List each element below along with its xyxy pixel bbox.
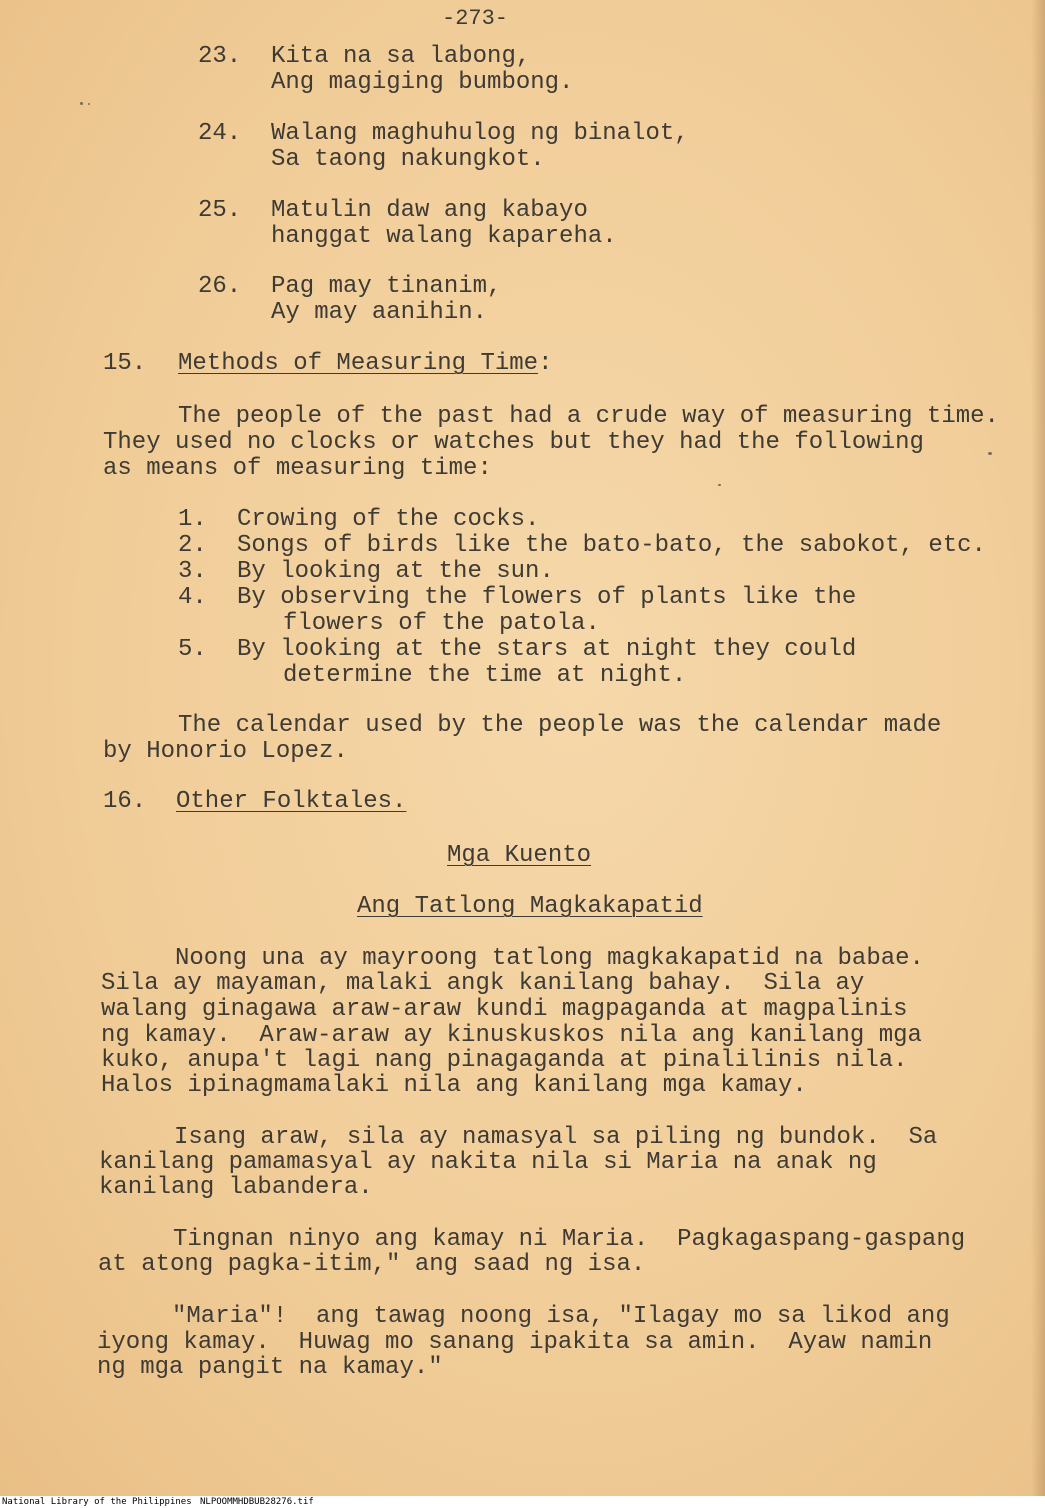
list-item-text: By looking at the stars at night they could — [237, 636, 857, 663]
list-item-number: 4. — [178, 584, 207, 611]
section-title-colon: : — [538, 350, 553, 377]
paragraph-line: Isang araw, sila ay namasyal sa piling ng bundok. Sa — [174, 1124, 938, 1151]
paragraph-line: ng mga pangit na kamay." — [97, 1354, 443, 1381]
proverb-line: Pag may tinanim, — [271, 273, 502, 300]
list-item-text: Songs of birds like the bato-bato, the sabokot, etc. — [237, 532, 986, 559]
proverb-line: Walang maghuhulog ng binalot, — [271, 120, 689, 147]
list-item-number: 1. — [178, 506, 207, 533]
paragraph-line: iyong kamay. Huwag mo sanang ipakita sa amin. Ayaw namin — [97, 1329, 933, 1356]
proverb-line: Matulin daw ang kabayo — [271, 197, 588, 224]
footer-library: National Library of the Philippines — [2, 1497, 192, 1507]
section-number: 15. — [103, 350, 147, 377]
list-item-number: 5. — [178, 636, 207, 663]
paragraph-line: Sila ay mayaman, malaki angk kanilang bahay. Sila ay — [101, 970, 865, 997]
proverb-line: Sa taong nakungkot. — [271, 146, 545, 173]
list-item-text: By looking at the sun. — [237, 558, 554, 585]
story-heading: Mga Kuento — [447, 842, 592, 869]
list-item-number: 2. — [178, 532, 207, 559]
list-item-text: Crowing of the cocks. — [237, 506, 540, 533]
paragraph-line: by Honorio Lopez. — [103, 738, 348, 765]
section-heading — [178, 351, 552, 376]
paragraph-line: kanilang labandera. — [99, 1174, 373, 1201]
section-title: Methods of Measuring Time — [178, 350, 539, 377]
proverb-number: 24. — [198, 120, 242, 147]
proverb-line: Ang magiging bumbong. — [271, 69, 574, 96]
list-item-text: flowers of the patola. — [283, 610, 600, 637]
paragraph-line: Halos ipinagmamalaki nila ang kanilang mga kamay. — [101, 1072, 807, 1099]
paragraph-line: kanilang pamamasyal ay nakita nila si Maria na anak ng — [99, 1149, 877, 1176]
proverb-number: 25. — [198, 197, 242, 224]
paragraph-line: They used no clocks or watches but they had the following — [103, 429, 924, 456]
proverb-line: hanggat walang kapareha. — [271, 223, 617, 250]
scan-footer — [0, 1496, 1045, 1508]
paragraph-line: The calendar used by the people was the calendar made — [178, 712, 942, 739]
paragraph-line: ng kamay. Araw-araw ay kinuskuskos nila ang kanilang mga — [101, 1022, 922, 1049]
paper-speck — [88, 103, 90, 105]
list-item-text: By observing the flowers of plants like the — [237, 584, 857, 611]
paragraph-line: at atong pagka-itim," ang saad ng isa. — [98, 1251, 646, 1278]
paragraph-line: "Maria"! ang tawag noong isa, "Ilagay mo sa likod ang — [172, 1303, 950, 1330]
proverb-line: Ay may aanihin. — [271, 299, 488, 326]
paragraph-line: walang ginagawa araw-araw kundi magpaganda at magpalinis — [101, 996, 908, 1023]
paragraph-line: kuko, anupa't lagi nang pinagaganda at pinalilinis nila. — [101, 1047, 908, 1074]
section-title: Other Folktales. — [176, 788, 407, 815]
list-item-number: 3. — [178, 558, 207, 585]
page-number: -273- — [442, 6, 509, 31]
proverb-number: 23. — [198, 43, 242, 70]
list-item-text: determine the time at night. — [283, 662, 687, 689]
paper-speck — [988, 452, 992, 455]
section-number: 16. — [103, 788, 147, 815]
paragraph-line: Noong una ay mayroong tatlong magkakapatid na babae. — [175, 945, 924, 972]
paragraph-line: Tingnan ninyo ang kamay ni Maria. Pagkagaspang-gaspang — [173, 1226, 966, 1253]
paragraph-line: The people of the past had a crude way of measuring time. — [178, 403, 999, 430]
paper-speck — [80, 102, 83, 105]
paragraph-line: as means of measuring time: — [103, 455, 492, 482]
proverb-number: 26. — [198, 273, 242, 300]
paper-speck — [718, 484, 721, 486]
story-title: Ang Tatlong Magkakapatid — [357, 893, 703, 920]
proverb-line: Kita na sa labong, — [271, 43, 531, 70]
footer-filename: NLPOOMMHDBUB28276.tif — [200, 1497, 314, 1507]
